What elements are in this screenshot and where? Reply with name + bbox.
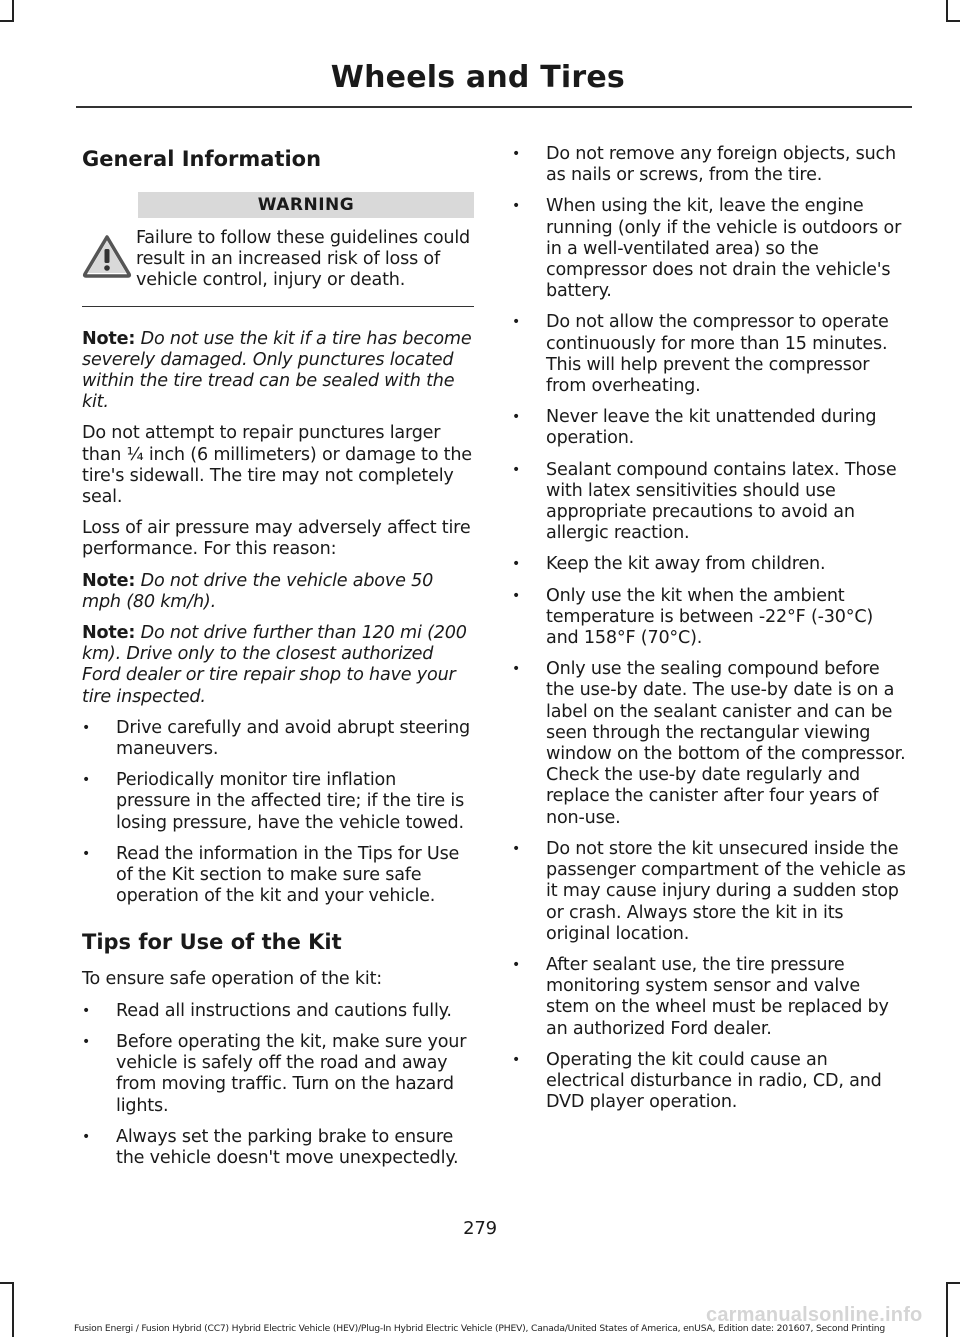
body-paragraph: To ensure safe operation of the kit: [82, 969, 383, 990]
watermark: carmanualsonline.info [706, 1304, 923, 1326]
warning-body [82, 228, 474, 292]
bullet-icon: • [82, 1033, 91, 1050]
crop-mark-bottom-left-v [12, 1282, 14, 1337]
list-item [512, 839, 908, 945]
list-item [82, 718, 474, 760]
bullet-list [82, 718, 474, 908]
bullet-list [512, 144, 908, 1113]
list-item-text: Periodically monitor tire inflation pressure in the affected tire; if the tire is losing pressure, have the vehicle towed. [116, 770, 465, 833]
list-item-text: When using the kit, leave the engine running (only if the vehicle is outdoors or in a well-ventilated area) so the compressor does not drain the vehicle's battery. [546, 196, 902, 302]
note-paragraph [82, 571, 474, 613]
bullet-icon: • [82, 772, 91, 789]
list-item [82, 770, 474, 834]
page-number: 279 [463, 1218, 497, 1239]
list-item-text: Keep the kit away from children. [546, 554, 826, 575]
note-text: Do not drive further than 120 mi (200 km). Drive only to the closest authorized Ford dealer or tire repair shop to have your tire inspected. [82, 623, 467, 707]
warning-message: Failure to follow these guidelines could result in an increased risk of loss of vehicle control, injury or death. [136, 228, 471, 291]
list-item-text: Do not store the kit unsecured inside the passenger compartment of the vehicle as it may cause injury during a sudden stop or crash. Always store the kit in its original location. [546, 838, 906, 944]
crop-mark-top-right-h [946, 20, 960, 22]
bullet-icon: • [512, 461, 521, 478]
body-paragraph: Loss of air pressure may adversely affect tire performance. For this reason: [82, 518, 471, 560]
warning-rule [82, 306, 474, 307]
note-paragraph [82, 329, 474, 414]
note-label: Note: [82, 623, 136, 644]
warning-header: WARNING [138, 192, 474, 218]
crop-mark-top-right-v [946, 0, 948, 22]
bullet-icon: • [512, 956, 521, 973]
list-item-text: Read the information in the Tips for Use of the Kit section to make sure safe operation of the kit and your vehicle. [116, 843, 460, 907]
list-item-text: Only use the kit when the ambient temperature is between -22°F (-30°C) and 158°F (70°C). [546, 585, 874, 649]
crop-mark-top-left-v [12, 0, 14, 22]
list-item [82, 1032, 474, 1117]
list-item-text: Always set the parking brake to ensure the vehicle doesn't move unexpectedly. [116, 1126, 459, 1168]
bullet-icon: • [82, 1002, 91, 1019]
section-heading-tips: Tips for Use of the Kit [82, 930, 342, 955]
list-item [512, 586, 908, 650]
warning-box [82, 192, 474, 307]
crop-mark-bottom-right-h [946, 1282, 960, 1284]
bullet-icon: • [82, 719, 91, 736]
right-column [512, 144, 908, 1123]
crop-mark-bottom-left-h [0, 1282, 14, 1284]
list-item-text: Read all instructions and cautions fully. [116, 1000, 452, 1021]
list-item-text: Drive carefully and avoid abrupt steering maneuvers. [116, 717, 470, 760]
note-label: Note: [82, 570, 136, 591]
list-item [82, 844, 474, 908]
list-item [82, 1001, 474, 1022]
list-item-text: Do not allow the compressor to operate continuously for more than 15 minutes. This will help prevent the compressor from overheating. [546, 312, 889, 397]
list-item [512, 1050, 908, 1114]
bullet-list [82, 1001, 474, 1169]
list-item-text: Never leave the kit unattended during operation. [546, 407, 877, 449]
list-item-text: After sealant use, the tire pressure monitoring system sensor and valve stem on the wheel must be replaced by an authorized Ford dealer. [546, 954, 889, 1039]
bullet-icon: • [512, 198, 521, 215]
bullet-icon: • [512, 314, 521, 331]
note-label: Note: [82, 328, 136, 349]
bullet-icon: • [512, 556, 521, 573]
left-column [82, 144, 474, 1179]
list-item-text: Do not remove any foreign objects, such as nails or screws, from the tire. [546, 144, 896, 186]
list-item [512, 312, 908, 397]
footer-edition-info: Fusion Energi / Fusion Hybrid (CC7) Hybrid Electric Vehicle (HEV)/Plug-In Hybrid Electric Vehicle (PHEV), Canada/United States of America, enUSA, Edition date: 201607, Second Printing [74, 1323, 886, 1334]
list-item [512, 460, 908, 545]
header-rule [76, 106, 912, 108]
bullet-icon: • [512, 840, 521, 857]
list-item-text: Only use the sealing compound before the use-by date. The use-by date is on a label on the sealant canister and can be seen through the rectangular viewing window on the bottom of the compressor. Check the use-by date regularly and replace the canister after four years of non-use. [546, 659, 906, 828]
section-heading-general-information: General Information [82, 147, 322, 171]
bullet-icon: • [512, 1051, 521, 1068]
list-item [512, 955, 908, 1040]
bullet-icon: • [82, 845, 91, 862]
list-item-text: Operating the kit could cause an electrical disturbance in radio, CD, and DVD player operation. [546, 1049, 882, 1113]
warning-triangle-icon [82, 234, 132, 282]
list-item [512, 196, 908, 302]
list-item [512, 659, 908, 829]
body-paragraph: Do not attempt to repair punctures larger than ¼ inch (6 millimeters) or damage to the tire's sidewall. The tire may not completely seal. [82, 423, 472, 508]
list-item [82, 1127, 474, 1169]
bullet-icon: • [82, 1128, 91, 1145]
note-paragraph [82, 623, 474, 708]
crop-mark-top-left-h [0, 20, 14, 22]
list-item-text: Before operating the kit, make sure your vehicle is safely off the road and away from moving traffic. Turn on the hazard lights. [116, 1031, 467, 1116]
bullet-icon: • [512, 661, 521, 678]
list-item-text: Sealant compound contains latex. Those with latex sensitivities should use appropriate precautions to avoid an allergic reaction. [546, 459, 897, 544]
list-item [512, 554, 908, 575]
bullet-icon: • [512, 146, 521, 162]
bullet-icon: • [512, 587, 521, 604]
note-text: Do not use the kit if a tire has become severely damaged. Only punctures located within the tire tread can be sealed with the kit. [82, 328, 472, 413]
warning-text [136, 228, 474, 292]
list-item [512, 144, 908, 186]
list-item [512, 407, 908, 449]
bullet-icon: • [512, 409, 521, 426]
note-text: Do not drive the vehicle above 50 mph (80 km/h). [82, 570, 434, 612]
page-title: Wheels and Tires [330, 60, 625, 95]
